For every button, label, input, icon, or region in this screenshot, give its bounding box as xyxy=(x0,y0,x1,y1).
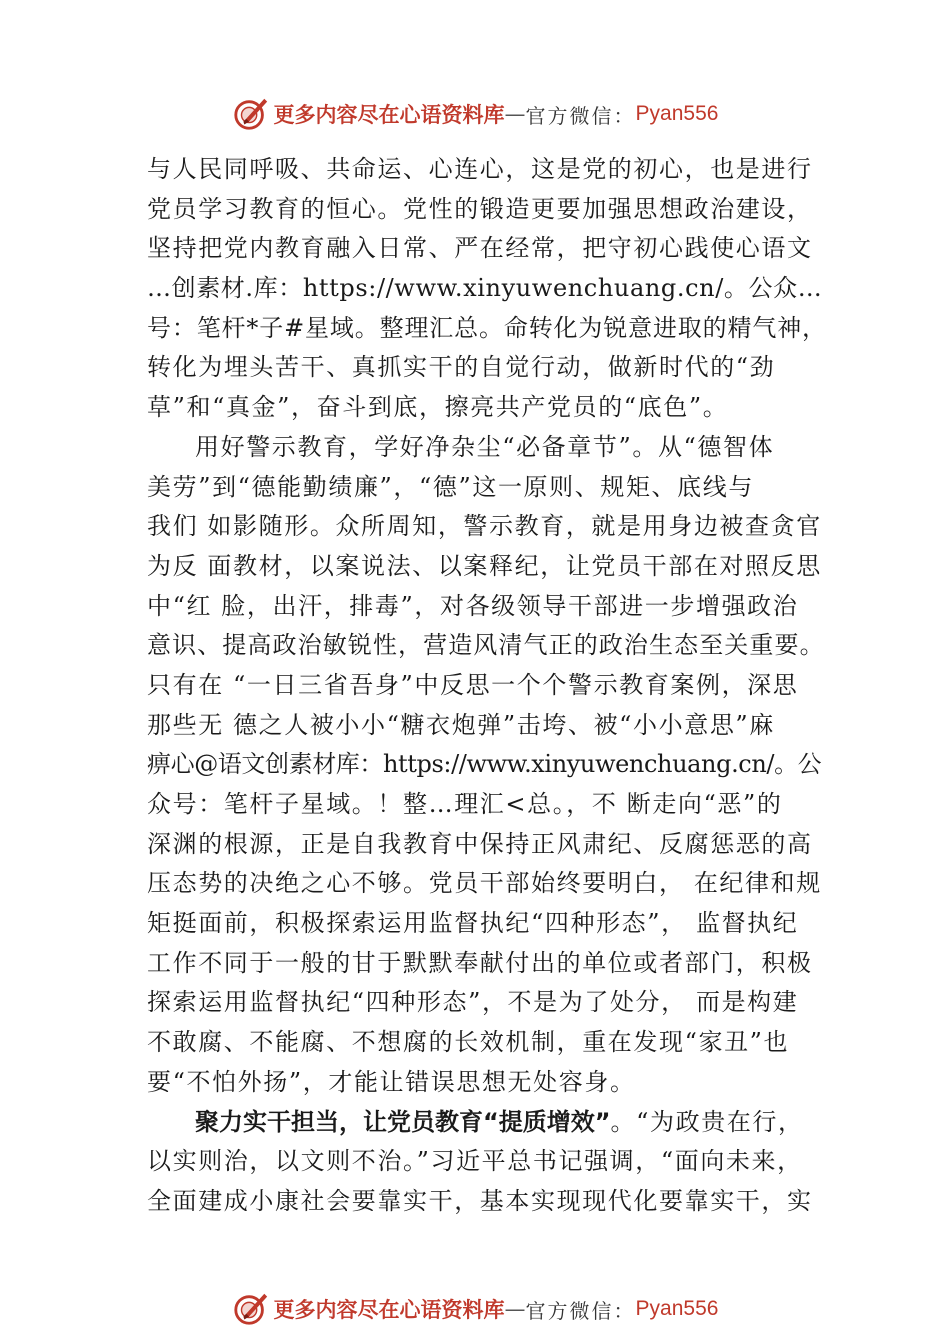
body-line: 全面建成小康社会要靠实干，基本实现现代化要靠实干，实 xyxy=(147,1186,813,1215)
body-line: 矩挺面前，积极探索运用监督执纪“四种形态”， 监督执纪 xyxy=(147,909,799,938)
body-line: 党员学习教育的恒心。党性的锻造更要加强思想政治建设， xyxy=(147,194,813,223)
header-wechat-id: Pyan556 xyxy=(635,102,719,125)
paragraph-start-line xyxy=(147,1103,827,1143)
body-line: …创素材.库：https://www.xinyuwenchuang.cn/。公众… xyxy=(147,274,823,303)
header-separator: — xyxy=(504,102,526,126)
body-line: 探索运用监督执纪“四种形态”，不是为了处分， 而是构建 xyxy=(147,988,799,1017)
body-line: 转化为埋头苦干、真抓实干的自觉行动，做新时代的“劲 xyxy=(147,353,776,382)
body-line: 中“红 脸，出汗，排毒”，对各级领导干部进一步增强政治 xyxy=(147,591,799,620)
footer-wechat-id: Pyan556 xyxy=(635,1297,719,1320)
body-line: 与人民同呼吸、共命运、心连心，这是党的初心，也是进行 xyxy=(147,155,813,183)
header-banner xyxy=(0,91,950,137)
body-line: 那些无 德之人被小小“糖衣炮弹”击垮、被“小小意思”麻 xyxy=(147,710,775,739)
footer-banner xyxy=(0,1286,950,1332)
body-line: 要“不怕外扬”，才能让错误思想无处容身。 xyxy=(147,1067,636,1096)
body-line: 美劳”到“德能勤绩廉”，“德”这一原则、规矩、底线与 xyxy=(147,472,754,501)
brush-logo-icon xyxy=(232,1290,270,1328)
footer-separator: — xyxy=(504,1297,526,1321)
body-line: 号：笔杆*子#星域。整理汇总。命转化为锐意进取的精气神， xyxy=(147,313,827,342)
body-line: 众号：笔杆子星域。！整…理汇<总。，不 断走向“恶”的 xyxy=(147,790,783,818)
brush-logo-icon xyxy=(232,95,270,133)
body-line: 以实则治，以文则不治。”习近平总书记强调，“面向未来， xyxy=(147,1147,803,1176)
section-heading: 聚力实干担当，让党员教育“提质增效” xyxy=(195,1107,611,1136)
body-line: 痹心@语文创素材库：https://www.xinyuwenchuang.cn/。公 xyxy=(147,750,822,779)
document-body xyxy=(147,150,827,1222)
paragraph-start-line: 用好警示教育，学好净杂尘“必备章节”。从“德智体 xyxy=(195,432,775,461)
header-brand-text: 更多内容尽在心语资料库 xyxy=(273,102,505,127)
body-line: 我们 如影随形。众所周知，警示教育，就是用身边被查贪官 xyxy=(147,512,822,541)
heading-trailing-text: 。“为政贵在行， xyxy=(610,1107,804,1136)
body-line: 压态势的决绝之心不够。党员干部始终要明白， 在纪律和规 xyxy=(147,869,822,898)
footer-brand-text: 更多内容尽在心语资料库 xyxy=(273,1297,505,1322)
body-line: 为反 面教材，以案说法、以案释纪，让党员干部在对照反思 xyxy=(147,551,822,580)
body-line: 不敢腐、不能腐、不想腐的长效机制，重在发现“家丑”也 xyxy=(147,1028,790,1057)
body-line: 草”和“真金”，奋斗到底，擦亮共产党员的“底色”。 xyxy=(147,393,729,422)
header-wechat-label: 官方微信： xyxy=(525,103,636,128)
body-line: 坚持把党内教育融入日常、严在经常，把守初心践使心语文 xyxy=(147,234,813,263)
body-line: 只有在 “一日三省吾身”中反思一个个警示教育案例，深思 xyxy=(147,670,799,699)
body-line: 工作不同于一般的甘于默默奉献付出的单位或者部门，积极 xyxy=(147,948,813,977)
footer-wechat-label: 官方微信： xyxy=(525,1298,636,1323)
body-line: 意识、提高政治敏锐性，营造风清气正的政治生态至关重要。 xyxy=(147,631,825,660)
body-line: 深渊的根源，正是自我教育中保持正风肃纪、反腐惩恶的高 xyxy=(147,829,813,858)
